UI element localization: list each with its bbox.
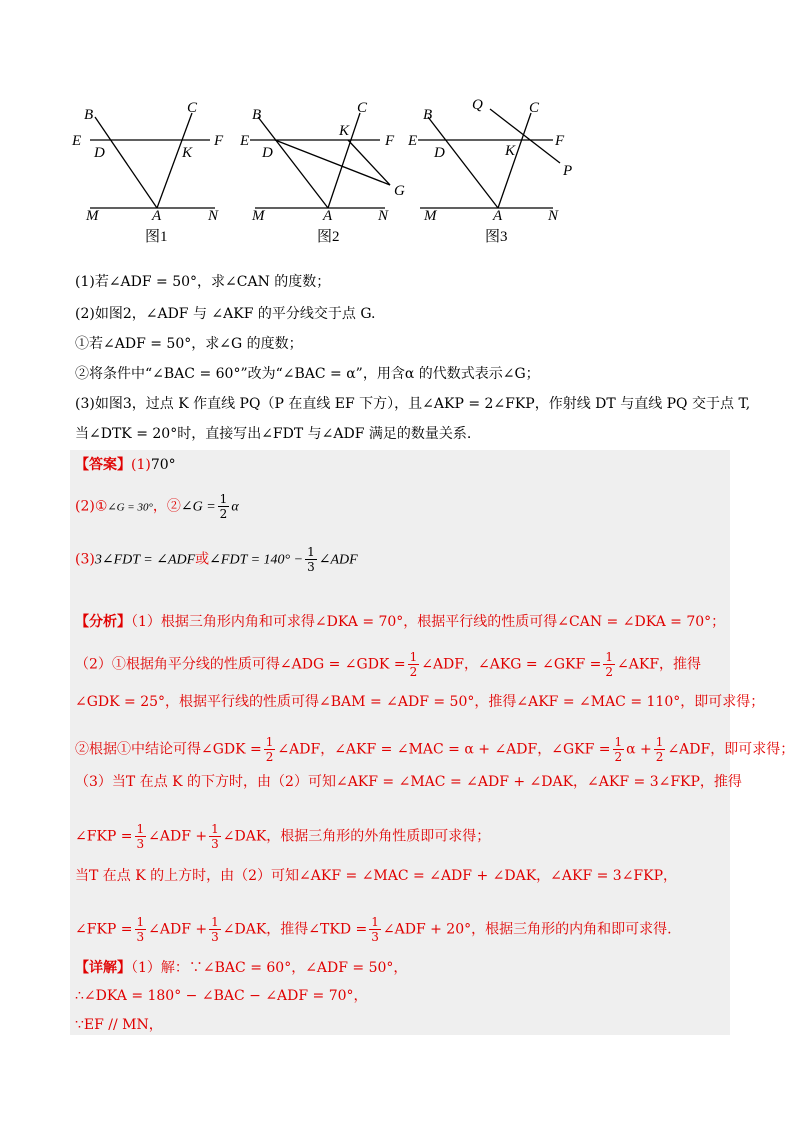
answer-3-value-1: 3∠FDT = ∠ADF (94, 552, 196, 568)
label-E: E (408, 133, 418, 149)
label-M: M (424, 208, 437, 224)
question-2-part-1: ①若∠ADF = 50°，求∠G 的度数； (75, 336, 303, 352)
label-K: K (182, 145, 193, 161)
label-Q: Q (472, 97, 483, 113)
question-2: (2)如图2，∠ADF 与 ∠AKF 的平分线交于点 G. (75, 306, 376, 322)
detail-line-1: 【详解】（1）解：∵∠BAC = 60°，∠ADF = 50°， (75, 960, 408, 976)
figure-1-caption: 图1 (145, 229, 168, 245)
analysis-line-1: 【分析】（1）根据三角形内角和可求得∠DKA = 70°，根据平行线的性质可得∠CAN = ∠DKA = 70°； (75, 614, 726, 630)
detail-line-2: ∴∠DKA = 180° − ∠BAC − ∠ADF = 70°， (75, 988, 368, 1004)
figure-3 (408, 95, 588, 259)
analysis-line-3: ∠GDK = 25°，根据平行线的性质可得∠BAM = ∠ADF = 50°，推得∠AKF = ∠MAC = 110°，即可求得； (75, 694, 765, 710)
label-D: D (434, 145, 445, 161)
answer-line-3: (3)3∠FDT = ∠ADF或∠FDT = 140° − $\frac{1}{3}$ ∠ADF (75, 545, 358, 574)
label-C: C (529, 100, 540, 116)
label-A: A (152, 208, 162, 224)
figure-2-caption: 图2 (317, 229, 340, 245)
analysis-tag: 【分析】 (75, 614, 131, 630)
question-1: (1)若∠ADF = 50°，求∠CAN 的度数； (75, 274, 331, 290)
label-G: G (394, 183, 405, 199)
label-F: F (214, 133, 224, 149)
analysis-line-2: （2）①根据角平分线的性质可得∠ADG = ∠GDK = $\frac{1}{2}$ ∠ADF，∠AKG = ∠GKF = $\frac{1}{2}$ ∠AKF，推得 (75, 650, 702, 679)
label-A: A (323, 208, 333, 224)
label-E: E (240, 133, 250, 149)
label-C: C (187, 100, 198, 116)
label-N: N (548, 208, 559, 224)
question-2-part-2: ②将条件中“∠BAC = 60°”改为“∠BAC = α”，用含α 的代数式表示∠G； (75, 366, 540, 382)
label-F: F (555, 133, 565, 149)
question-3-line-1: (3)如图3，过点 K 作直线 PQ（P 在直线 EF 下方），且∠AKP = 2∠FKP，作射线 DT 与直线 PQ 交于点 T, (75, 396, 751, 412)
answer-line-2: (2)①∠G = 30°，②∠G = $\frac{1}{2}$ α (75, 492, 239, 521)
label-D: D (94, 145, 105, 161)
analysis-line-5: （3）当T 在点 K 的下方时，由（2）可知∠AKF = ∠MAC = ∠ADF + ∠DAK，∠AKF = 3∠FKP，推得 (75, 774, 742, 790)
answer-2a-value: ∠G = 30° (107, 501, 153, 514)
label-K: K (339, 123, 350, 139)
analysis-line-6: ∠FKP = $\frac{1}{3}$ ∠ADF + $\frac{1}{3}$ ∠DAK，根据三角形的外角性质即可求得； (75, 822, 491, 851)
label-D: D (262, 145, 273, 161)
answer-line-1: 【答案】(1)70° (75, 457, 176, 473)
answer-tag: 【答案】 (75, 457, 131, 473)
label-M: M (86, 208, 99, 224)
label-N: N (378, 208, 389, 224)
label-M: M (252, 208, 265, 224)
label-A: A (493, 208, 503, 224)
analysis-line-4: ②根据①中结论可得∠GDK = $\frac{1}{2}$ ∠ADF，∠AKF = ∠MAC = α + ∠ADF，∠GKF = $\frac{1}{2}$ α + $\frac{1}{2}$ ∠ADF，即可求得； (75, 735, 795, 764)
figure-2 (240, 95, 420, 259)
label-N: N (208, 208, 219, 224)
figure-1 (70, 95, 240, 259)
analysis-line-7: 当T 在点 K 的上方时，由（2）可知∠AKF = ∠MAC = ∠ADF + ∠DAK，∠AKF = 3∠FKP， (75, 868, 678, 884)
label-P: P (563, 163, 573, 179)
label-B: B (84, 107, 94, 123)
label-F: F (385, 133, 395, 149)
detail-tag: 【详解】 (75, 960, 131, 976)
label-C: C (357, 100, 368, 116)
answer-1-value: 70° (150, 457, 176, 473)
detail-line-3: ∵EF // MN， (75, 1017, 163, 1033)
figure-3-caption: 图3 (485, 229, 508, 245)
label-B: B (252, 107, 262, 123)
question-3-line-2: 当∠DTK = 20°时，直接写出∠FDT 与∠ADF 满足的数量关系. (75, 426, 472, 442)
analysis-line-8: ∠FKP = $\frac{1}{3}$ ∠ADF + $\frac{1}{3}$ ∠DAK，推得∠TKD = $\frac{1}{3}$ ∠ADF + 20°，根据三角形的内角和即可求得. (75, 915, 672, 944)
label-K: K (505, 143, 516, 159)
label-E: E (72, 133, 82, 149)
label-B: B (423, 107, 433, 123)
